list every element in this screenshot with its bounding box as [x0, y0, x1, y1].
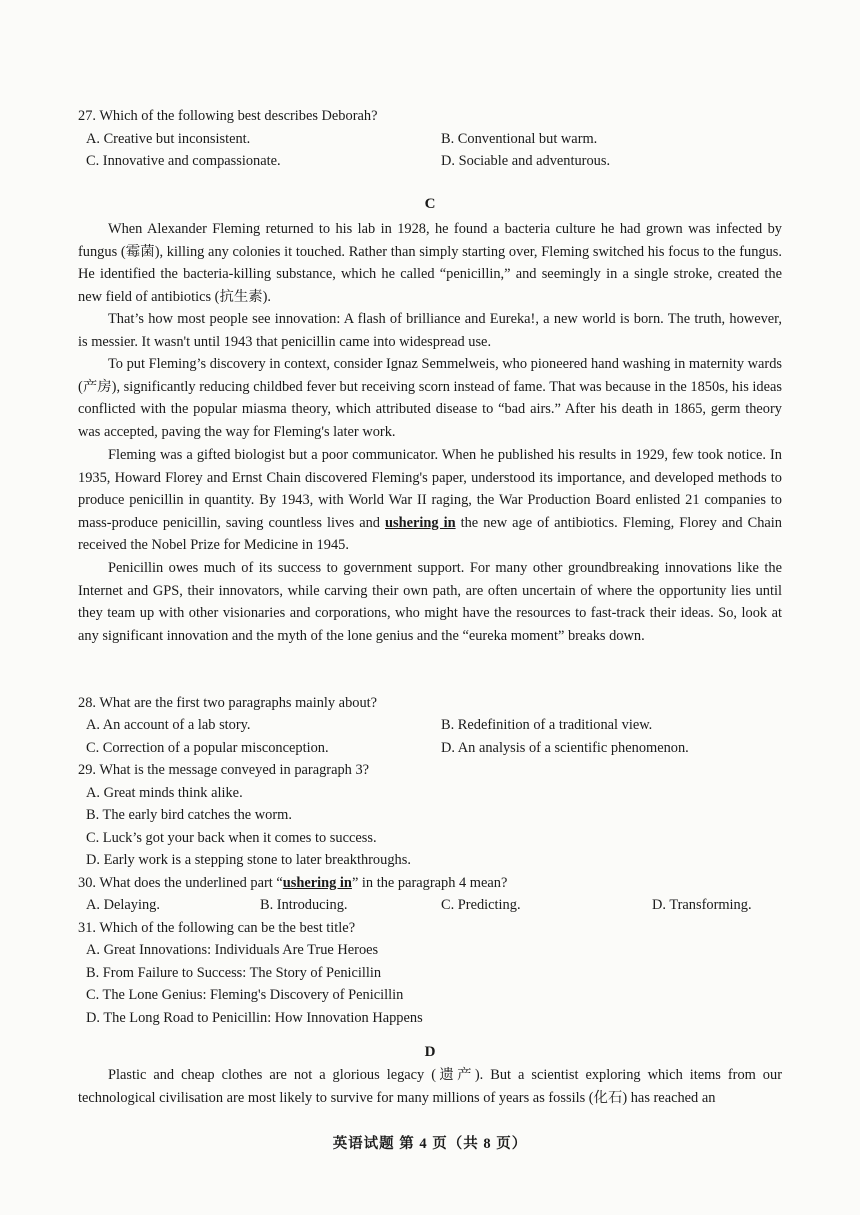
- q28-option-b: B. Redefinition of a traditional view.: [441, 717, 653, 733]
- passage-c-paragraph-3: To put Fleming’s discovery in context, consider Ignaz Semmelweis, who pioneered hand washing in maternity wards (产房), significantly reducing childbed fever but receiving scorn instead of fame. That was because in the 1850s, his ideas conflicted with the popular miasma theory, which attributed disease to “bad airs.” After his death in 1865, germ theory was accepted, paving the way for Fleming's later work.: [78, 356, 783, 440]
- question-28-stem: 28. What are the first two paragraphs mainly about?: [78, 695, 378, 711]
- q28-option-c: C. Correction of a popular misconception.: [86, 740, 329, 756]
- q27-option-a: A. Creative but inconsistent.: [86, 131, 251, 147]
- q29-option-b: B. The early bird catches the worm.: [86, 807, 292, 823]
- q30-option-a: A. Delaying.: [86, 897, 160, 913]
- p4-text-before: Fleming was a gifted biologist but a poor communicator. When he published his results in 1929, few took notice. In 1935, Howard Florey and Ernst Chain discovered Fleming's paper, understood its importance, and developed methods to produce penicillin in quantity. By 1943, with World War II raging, the War Production Board enlisted 21 companies to mass-produce penicillin, saving countless lives and: [78, 447, 782, 531]
- p4-underlined-phrase: ushering in: [385, 514, 456, 531]
- passage-c-paragraph-2: That’s how most people see innovation: A flash of brilliance and Eureka!, a new world is born. The truth, however, is messier. It wasn't until 1943 that penicillin came into widespread use.: [78, 311, 782, 350]
- passage-c-paragraph-5: Penicillin owes much of its success to government support. For many other groundbreaking innovations like the Internet and GPS, their innovators, while carving their own path, are often uncertain of where the opportunity lies until they team up with other visionaries and corporations, who might have the resources to fast-track their ideas. So, look at any significant innovation and the myth of the lone genius and the “eureka moment” breaks down.: [78, 560, 782, 644]
- q27-option-b: B. Conventional but warm.: [441, 131, 598, 147]
- passage-c-heading: C: [424, 196, 436, 212]
- p4-text-after: the new age of antibiotics. Fleming, Florey and Chain received the Nobel Prize for Medicine in 1945.: [78, 514, 782, 554]
- passage-d-paragraph-1: Plastic and cheap clothes are not a glorious legacy (遗产). But a scientist exploring which items from our technological civilisation are most likely to survive for many millions of years as fossils (化石) has reached an: [78, 1067, 782, 1106]
- question-31-stem: 31. Which of the following can be the best title?: [78, 920, 356, 936]
- q28-option-d: D. An analysis of a scientific phenomenon.: [441, 740, 689, 756]
- q27-option-c: C. Innovative and compassionate.: [86, 153, 281, 169]
- q29-option-a: A. Great minds think alike.: [86, 785, 243, 801]
- q31-option-d: D. The Long Road to Penicillin: How Innovation Happens: [86, 1010, 423, 1026]
- q29-option-c: C. Luck’s got your back when it comes to success.: [86, 830, 377, 846]
- q29-option-d: D. Early work is a stepping stone to later breakthroughs.: [86, 852, 411, 868]
- q30-option-b: B. Introducing.: [260, 897, 348, 913]
- passage-c-paragraph-4: [78, 444, 782, 557]
- q27-option-d: D. Sociable and adventurous.: [441, 153, 611, 169]
- q30-stem-before: 30. What does the underlined part “: [78, 875, 283, 891]
- q30-stem-after: ” in the paragraph 4 mean?: [351, 875, 508, 891]
- question-29-stem: 29. What is the message conveyed in paragraph 3?: [78, 762, 370, 778]
- question-30-stem: [78, 872, 784, 895]
- q31-option-a: A. Great Innovations: Individuals Are True Heroes: [86, 942, 379, 958]
- q28-option-a: A. An account of a lab story.: [86, 717, 251, 733]
- passage-d-heading: D: [424, 1044, 436, 1060]
- q31-option-b: B. From Failure to Success: The Story of Penicillin: [86, 965, 382, 981]
- question-27-stem: 27. Which of the following best describes Deborah?: [78, 108, 378, 124]
- page-footer: 英语试题 第 4 页（共 8 页）: [332, 1136, 528, 1152]
- q30-underlined-phrase: ushering in: [282, 875, 352, 891]
- passage-c-paragraph-1: When Alexander Fleming returned to his lab in 1928, he found a bacteria culture he had grown was infected by fungus (霉菌), killing any colonies it touched. Rather than simply starting over, Fleming switched his focus to the fungus. He identified the bacteria-killing substance, which he called “penicillin,” and seemingly in a single stroke, created the new field of antibiotics (抗生素).: [78, 221, 782, 305]
- q31-option-c: C. The Lone Genius: Fleming's Discovery of Penicillin: [86, 987, 404, 1003]
- q30-option-d: D. Transforming.: [652, 897, 752, 913]
- q30-option-c: C. Predicting.: [441, 897, 521, 913]
